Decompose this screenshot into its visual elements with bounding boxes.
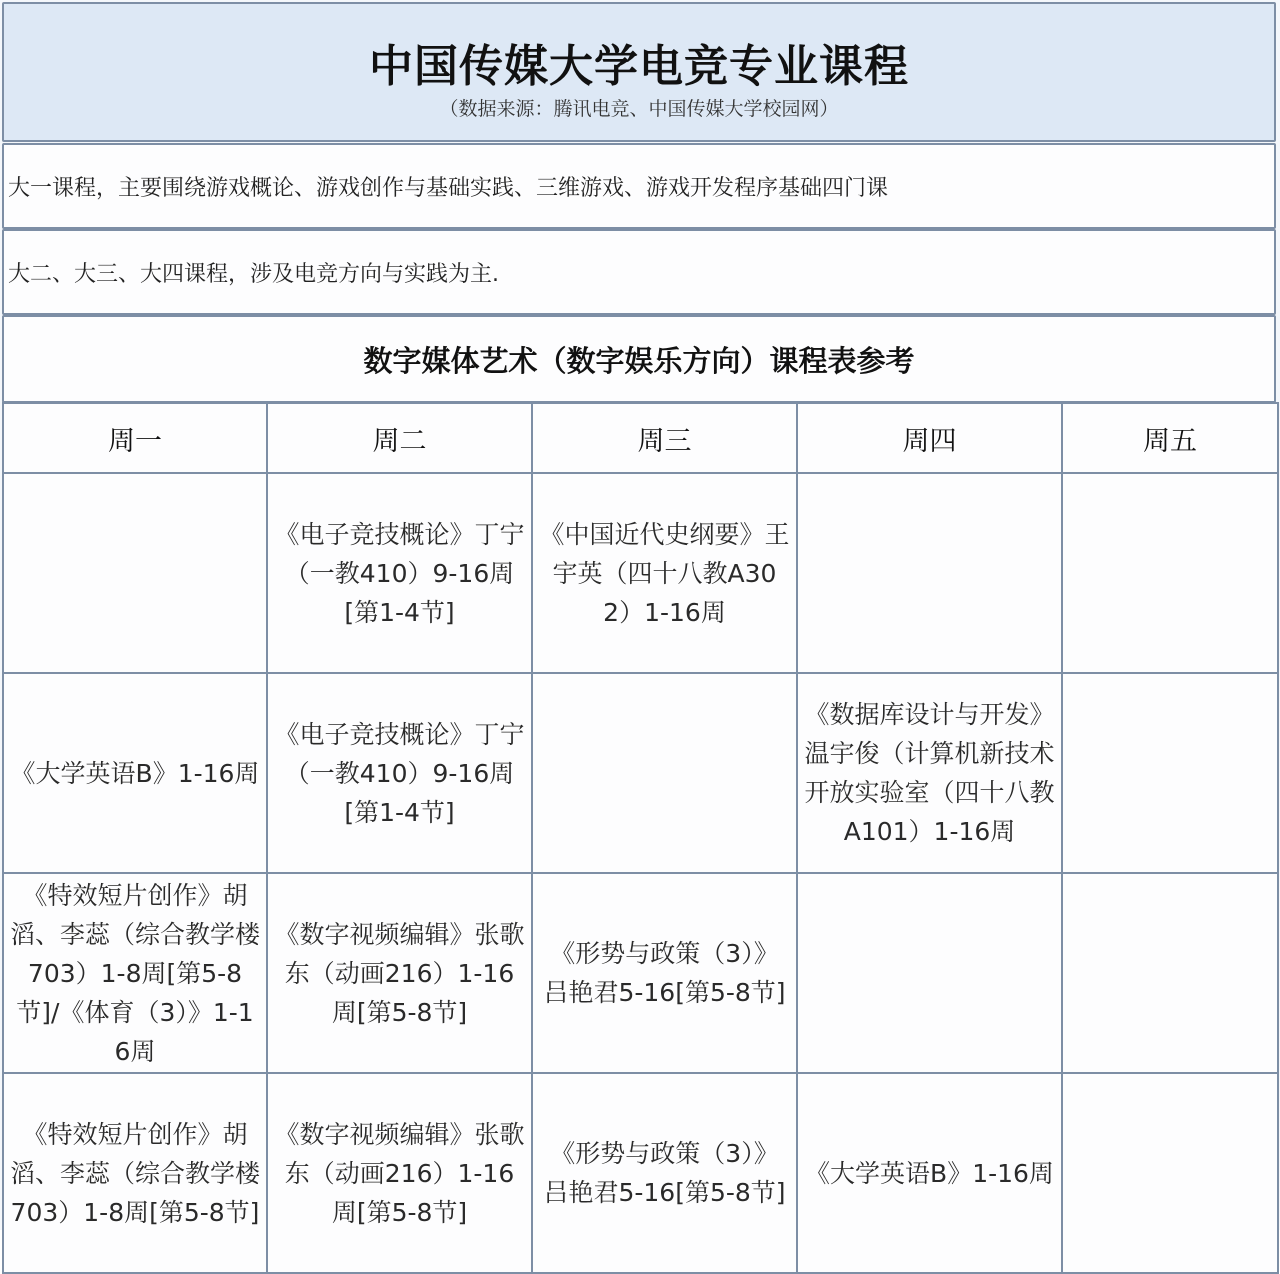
- schedule-cell: [797, 873, 1062, 1073]
- schedule-cell: 《电子竞技概论》丁宁（一教410）9-16周[第1-4节]: [267, 673, 532, 873]
- schedule-cell: [532, 673, 797, 873]
- column-header-friday: 周五: [1062, 403, 1278, 473]
- table-row: [3, 1073, 1278, 1273]
- schedule-cell: [3, 473, 267, 673]
- data-source-note: （数据来源：腾讯电竞、中国传媒大学校园网）: [439, 98, 839, 120]
- schedule-cell: [797, 473, 1062, 673]
- later-years-text: 大二、大三、大四课程，涉及电竞方向与实践为主.: [8, 261, 499, 287]
- schedule-cell: 《中国近代史纲要》王宇英（四十八教A302）1-16周: [532, 473, 797, 673]
- schedule-cell: 《形势与政策（3）》吕艳君5-16[第5-8节]: [532, 1073, 797, 1273]
- schedule-cell: 《特效短片创作》胡滔、李蕊（综合教学楼703）1-8周[第5-8节]: [3, 1073, 267, 1273]
- schedule-cell: [1062, 673, 1278, 873]
- column-header-tuesday: 周二: [267, 403, 532, 473]
- schedule-header-row: [3, 403, 1278, 473]
- schedule-cell: 《数字视频编辑》张歌东（动画216）1-16周[第5-8节]: [267, 873, 532, 1073]
- schedule-table: [2, 402, 1279, 1274]
- later-years-summary: [2, 229, 1276, 315]
- page-title: 中国传媒大学电竞专业课程: [369, 41, 909, 92]
- schedule-cell: [1062, 473, 1278, 673]
- schedule-cell: [1062, 873, 1278, 1073]
- column-header-wednesday: 周三: [532, 403, 797, 473]
- table-row: [3, 873, 1278, 1073]
- schedule-cell: [1062, 1073, 1278, 1273]
- first-year-summary: [2, 143, 1276, 229]
- table-row: [3, 673, 1278, 873]
- schedule-title: 数字媒体艺术（数字娱乐方向）课程表参考: [2, 315, 1276, 403]
- schedule-cell: 《大学英语B》1-16周: [797, 1073, 1062, 1273]
- schedule-cell: 《特效短片创作》胡滔、李蕊（综合教学楼703）1-8周[第5-8节]/《体育（3）》1-16周: [3, 873, 267, 1073]
- first-year-text: 大一课程，主要围绕游戏概论、游戏创作与基础实践、三维游戏、游戏开发程序基础四门课: [8, 175, 889, 201]
- schedule-cell: 《数字视频编辑》张歌东（动画216）1-16周[第5-8节]: [267, 1073, 532, 1273]
- schedule-cell: 《形势与政策（3）》吕艳君5-16[第5-8节]: [532, 873, 797, 1073]
- schedule-cell: 《数据库设计与开发》温宇俊（计算机新技术开放实验室（四十八教A101）1-16周: [797, 673, 1062, 873]
- column-header-monday: 周一: [3, 403, 267, 473]
- table-row: [3, 473, 1278, 673]
- schedule-cell: 《大学英语B》1-16周: [3, 673, 267, 873]
- column-header-thursday: 周四: [797, 403, 1062, 473]
- schedule-cell: 《电子竞技概论》丁宁（一教410）9-16周[第1-4节]: [267, 473, 532, 673]
- document-header: [2, 2, 1276, 142]
